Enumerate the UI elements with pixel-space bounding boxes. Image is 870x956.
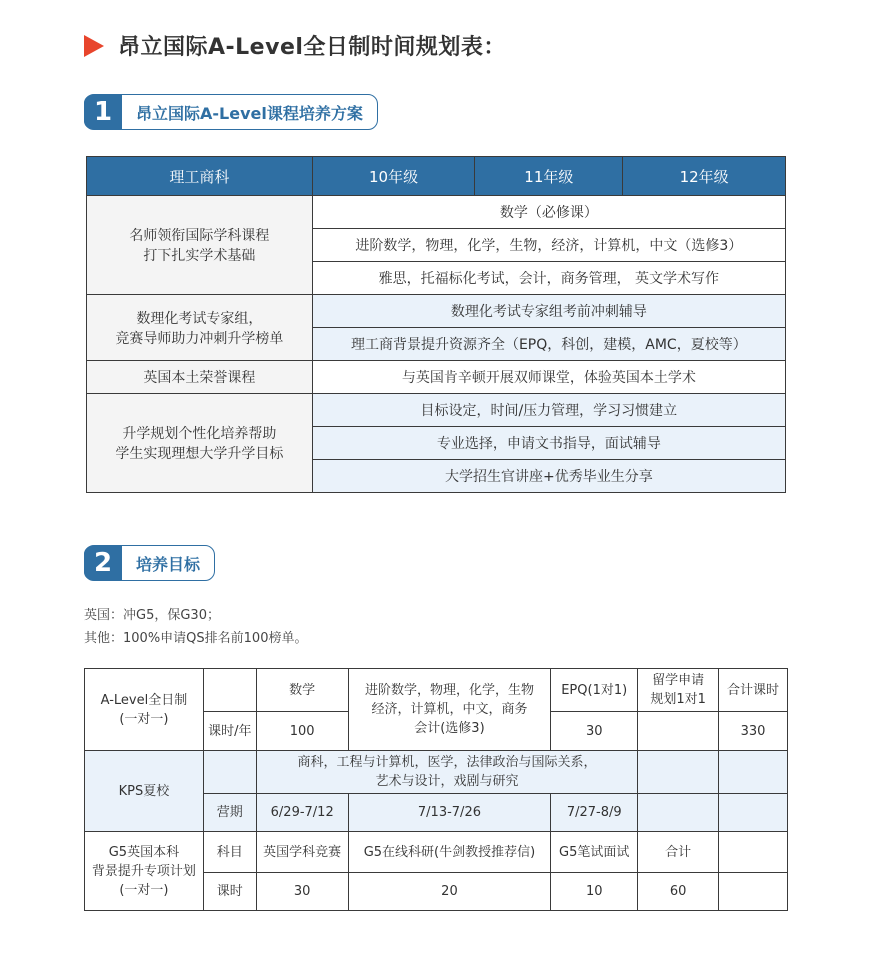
g5-hours-1: 30 [256,873,348,911]
kps-period-label: 营期 [203,794,256,832]
page-title-text: 昂立国际A-Level全日制时间规划表： [118,35,506,60]
header-grade-12: 12年级 [623,157,786,196]
table-row: 雅思，托福标化考试，会计，商务管理， 英文学术写作 [312,262,785,295]
g5-label: G5英国本科 背景提升专项计划 (一对一) [85,832,204,911]
g5-subject-3: G5笔试面试 [551,832,638,873]
table-row: 数理化考试专家组考前冲刺辅导 [312,295,785,328]
table-row: 大学招生官讲座+优秀毕业生分享 [312,460,785,493]
header-grade-11: 11年级 [475,157,623,196]
table-row: 目标设定，时间/压力管理，学习习惯建立 [312,394,785,427]
alevel-subject-math: 数学 [256,669,348,712]
group-2-label: 数理化考试专家组， 竞赛导师助力冲刺升学榜单 [87,295,313,361]
goal-uk: 英国：冲G5，保G30； [84,608,220,623]
header-stream: 理工商科 [87,157,313,196]
group-1-label: 名师领衔国际学科课程 打下扎实学术基础 [87,196,313,295]
g5-hours-3: 10 [551,873,638,911]
schedule-table [84,668,788,911]
g5-subject-2: G5在线科研(牛剑教授推荐信) [348,832,551,873]
g5-hours-label: 课时 [203,873,256,911]
section-1-number: 1 [84,95,122,129]
arrow-icon [84,35,104,57]
table-row: 数学（必修课） [312,196,785,229]
g5-subject-total: 合计 [638,832,719,873]
kps-period-3: 7/27-8/9 [551,794,638,832]
alevel-subject-planning: 留学申请 规划1对1 [638,669,719,712]
section-2-header [84,545,215,581]
alevel-hours-label: 课时/年 [203,712,256,751]
kps-period-2: 7/13-7/26 [348,794,551,832]
alevel-subject-electives: 进阶数学，物理，化学，生物 经济，计算机，中文，商务 会计(选修3) [348,669,551,751]
curriculum-table [86,156,786,493]
table-row: 与英国肯辛顿开展双师课堂，体验英国本土学术 [312,361,785,394]
alevel-hours-math: 100 [256,712,348,751]
g5-subject-label: 科目 [203,832,256,873]
alevel-hours-total: 330 [719,712,788,751]
g5-hours-total: 60 [638,873,719,911]
alevel-label: A-Level全日制 (一对一) [85,669,204,751]
section-1-header [84,94,378,130]
g5-subject-1: 英国学科竞赛 [256,832,348,873]
kps-label: KPS夏校 [85,751,204,832]
group-4-label: 升学规划个性化培养帮助 学生实现理想大学升学目标 [87,394,313,493]
header-grade-10: 10年级 [312,157,475,196]
alevel-subject-total: 合计课时 [719,669,788,712]
table-row: 理工商背景提升资源齐全（EPQ，科创，建模，AMC，夏校等） [312,328,785,361]
g5-hours-2: 20 [348,873,551,911]
kps-period-1: 6/29-7/12 [256,794,348,832]
curriculum-header-row [87,157,786,196]
alevel-subject-epq: EPQ(1对1) [551,669,638,712]
goal-other: 其他：100%申请QS排名前100榜单。 [84,631,308,646]
goals-text [84,604,307,650]
table-row: 进阶数学，物理，化学，生物，经济，计算机，中文（选修3） [312,229,785,262]
kps-majors: 商科，工程与计算机，医学，法律政治与国际关系， 艺术与设计，戏剧与研究 [256,751,637,794]
section-2-number: 2 [84,546,122,580]
table-row: 专业选择，申请文书指导，面试辅导 [312,427,785,460]
page-title [84,30,506,61]
section-2-label: 培养目标 [136,554,201,574]
group-3-label: 英国本土荣誉课程 [87,361,313,394]
alevel-hours-epq: 30 [551,712,638,751]
section-1-label: 昂立国际A-Level课程培养方案 [136,103,363,123]
